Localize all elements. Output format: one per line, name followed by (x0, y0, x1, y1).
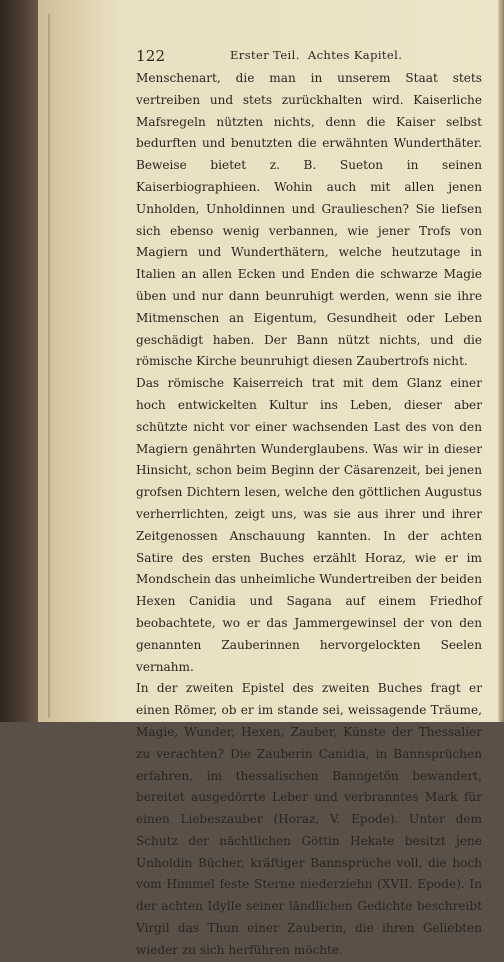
page-right-edge (498, 0, 504, 722)
running-head: Erster Teil. Achtes Kapitel. (230, 48, 403, 62)
paragraph-2: Das römische Kaiserreich trat mit dem Glanz einer hoch entwickelten Kultur ins Leben, dieser aber schützte nicht vor einer wachsenden Last des von den Magiern genährten Wunderglaubens. Was wir in dieser Hinsicht, schon beim Beginn der Cäsarenzeit, bei jenen grofsen Dichtern lesen, welche den göttlichen Augustus verherrlichten, zeigt uns, was sie aus ihrer und ihrer Zeitgenossen Anschauung kannten. In der achten Satire des ersten Buches erzählt Horaz, wie er im Mondschein das unheimliche Wundertreiben der beiden Hexen Canidia und Sagana auf einem Friedhof beobachtete, wo er das Jammergewinsel der von den genannten Zauberinnen hervorgelockten Seelen vernahm. (136, 376, 482, 674)
page-gutter-edge (48, 14, 50, 718)
book-spine (0, 0, 40, 722)
body-text (136, 68, 482, 962)
page-number: 122 (136, 47, 166, 65)
paragraph-1: Menschenart, die man in unserem Staat stets vertreiben und stets zurückhalten wird. Kaiserliche Mafsregeln nützten nichts, denn die Kaiser selbst bedurften und benutzten die erwähnten Wunderthäter. Beweise bietet z. B. Sueton in seinen Kaiserbiographieen. Wohin auch mit allen jenen Unholden, Unholdinnen und Graulieschen? Sie liefsen sich ebenso wenig verbannen, wie jener Trofs von Magiern und Wunderthätern, welche heutzutage in Italien an allen Ecken und Enden die schwarze Magie üben und nur dann beunruhigt werden, wenn sie ihre Mitmenschen an Eigentum, Gesundheit oder Leben geschädigt haben. Der Bann nützt nichts, und die römische Kirche beunruhigt diesen Zaubertrofs nicht. (136, 71, 482, 369)
paragraph-3: In der zweiten Epistel des zweiten Buches fragt er einen Römer, ob er im stande sei, weissagende Träume, Magie, Wunder, Hexen, Zauber, Künste der Thessalier zu verachten? Die Zauberin Canidia, in Bannsprüchen erfahren, im thessalischen Banngetön bewandert, bereitet ausgedörrte Leber und verbranntes Mark für einen Liebeszauber (Horaz, V. Epode). Unter dem Schutz der nächtlichen Göttin Hekate besitzt jene Unholdin Bücher, kräftiger Bannsprüche voll, die hoch vom Himmel feste Sterne niederziehn (XVII. Epode). In der achten Idylle seiner ländlichen Gedichte beschreibt Virgil das Thun einer Zauberin, die ihren Geliebten wieder zu sich herführen möchte. (136, 681, 482, 957)
page-header (136, 44, 480, 64)
